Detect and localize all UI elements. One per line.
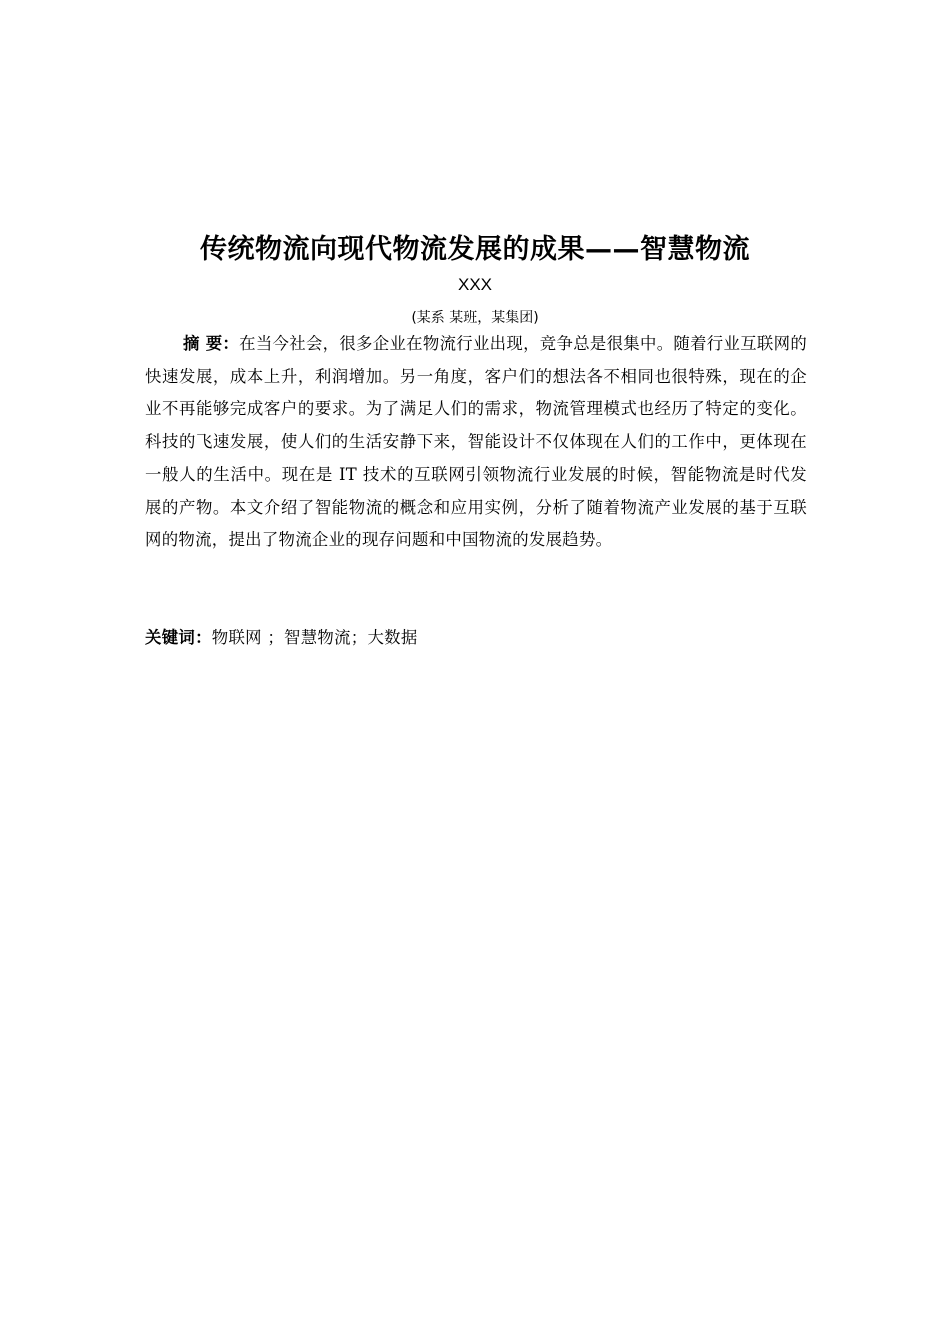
author-name: XXX xyxy=(457,275,493,294)
author-affiliation: (某系 某班，某集团) xyxy=(411,310,539,326)
paper-title: 传统物流向现代物流发展的成果——智慧物流 xyxy=(200,234,750,265)
abstract-label: 摘 要： xyxy=(183,334,240,353)
keywords-line xyxy=(145,624,807,652)
abstract-paragraph xyxy=(145,328,807,557)
abstract-text: 在当今社会，很多企业在物流行业出现，竞争总是很集中。随着行业互联网的快速发展，成本上升，利润增加。另一角度，客户们的想法各不相同也很特殊，现在的企业不再能够完成客户的要求。为了满足人们的需求，物流管理模式也经历了特定的变化。科技的飞速发展，使人们的生活安静下来，智能设计不仅体现在人们的工作中，更体现在一般人的生活中。现在是 IT 技术的互联网引领物流行业发展的时候，智能物流是时代发展的产物。本文介绍了智能物流的概念和应用实例，分析了随着物流产业发展的基于互联网的物流，提出了物流企业的现存问题和中国物流的发展趋势。 xyxy=(145,334,808,550)
keywords-label: 关键词： xyxy=(145,628,212,647)
keywords-text: 物联网 ；智慧物流；大数据 xyxy=(211,628,418,647)
